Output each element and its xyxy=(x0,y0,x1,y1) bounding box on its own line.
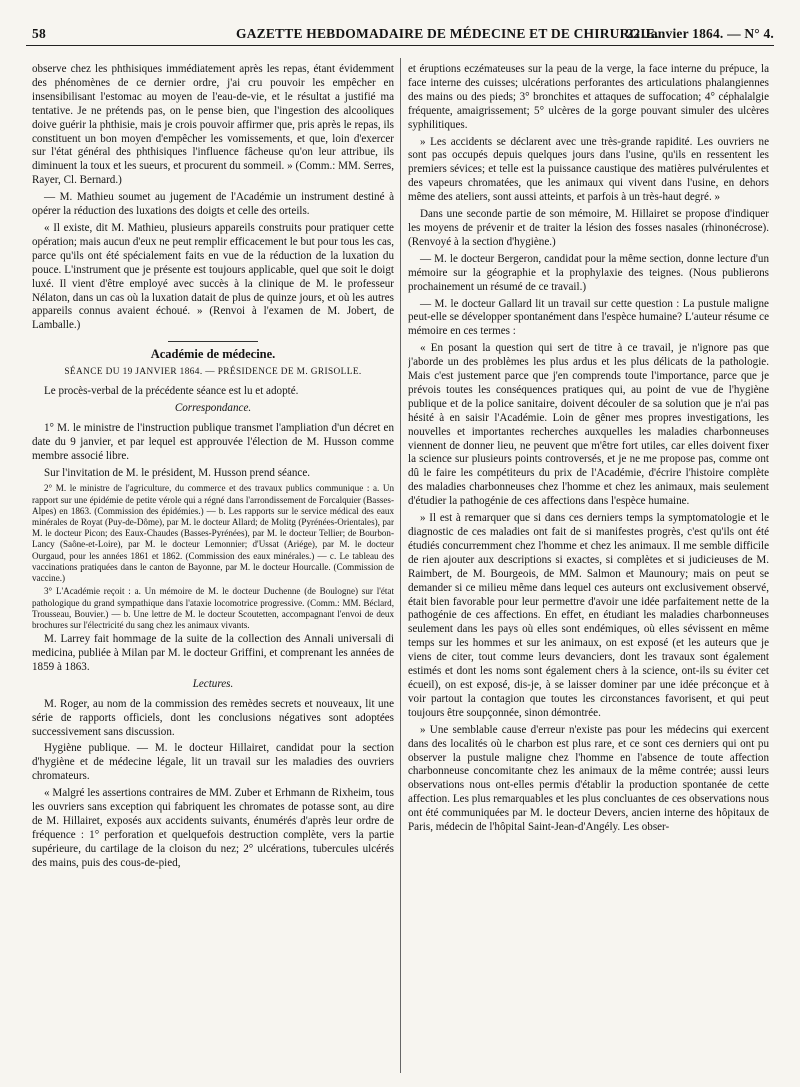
small-paragraph: 3° L'Académie reçoit : a. Un mémoire de M. le docteur Duchenne (de Boulogne) sur l'état pathologique du grand sympathique dans l'ataxie locomotrice progressive. (Comm.: MM. Béclard, Trousseau, Bouvier.) — b. Une lettre de M. le docteur Scoutetten, accompagnant l'envoi de deux brochures sur l'électricité du sang chez les animaux vivants. xyxy=(32,586,394,630)
paragraph: » Une semblable cause d'erreur n'existe pas pour les médecins qui exercent dans des localités où le charbon est plus rare, et ce sont ces derniers qui ont pu observer la pustule maligne chez l'homme en l'absence de toute affection charbonneuse concomitante chez les animaux de la même contrée; aussi leurs observations nous ont-elles permis d'établir la production spontanée de cette affection. Les plus remarquables et les plus concluantes de ces observations nous ont été communiquées par M. le docteur Devers, ancien interne des hôpitaux de Paris, médecin de l'hôpital Saint-Jean-d'Angély. Les obser- xyxy=(408,723,769,834)
paragraph: — M. le docteur Bergeron, candidat pour la même section, donne lecture d'un mémoire sur la géographie et la prophylaxie des teignes. (Nous publierons prochainement un résumé de ce travail.) xyxy=(408,252,769,293)
paragraph: — M. Mathieu soumet au jugement de l'Académie un instrument destiné à opérer la réduction des luxations des doigts et celle des orteils. xyxy=(32,191,394,218)
paragraph: Hygiène publique. — M. le docteur Hillairet, candidat pour la section d'hygiène et de médecine légale, lit un travail sur les maladies des ouvriers chromateurs. xyxy=(32,742,394,783)
paragraph: M. Larrey fait hommage de la suite de la collection des Annali universali di medicina, publiée à Milan par M. le docteur Griffini, et comprenant les années de 1859 à 1863. xyxy=(32,633,394,673)
paragraph: et éruptions eczémateuses sur la peau de la verge, la face interne du prépuce, la face interne des cuisses; ulcérations perforantes des articulations phalangiennes des mains ou des pieds; 3° bronchites et attaques de suffocation; 4° céphalalgie fréquente, amaigrissement; 5° ulcères de la gorge pouvant simuler des ulcères syphilitiques. xyxy=(408,63,769,131)
paragraph: 1° M. le ministre de l'instruction publique transmet l'ampliation d'un décret en date du 9 janvier, et par lequel est approuvée l'élection de M. Husson comme membre associé libre. xyxy=(32,421,394,462)
right-column xyxy=(408,63,769,1073)
subheading-correspondance: Correspondance. xyxy=(174,401,252,414)
page-header xyxy=(26,24,774,46)
session-line: SÉANCE DU 19 JANVIER 1864. — PRÉSIDENCE DE M. GRISOLLE. xyxy=(64,367,362,378)
paragraph: « Malgré les assertions contraires de MM. Zuber et Erhmann de Rixheim, tous les ouvriers sans exception qui fabriquent les chromates de potasse sont, au dire de M. Hillairet, exposés aux accidents suivants, énumérés d'après leur ordre de fréquence : 1° perforation et quelquefois destruction complète, vers la partie supérieure, du cartilage de la cloison du nez; 2° ulcérations, tubercules ulcérés des mains, puis des cous-de-pied, xyxy=(32,787,394,869)
paragraph: — M. le docteur Gallard lit un travail sur cette question : La pustule maligne peut-elle se développer spontanément dans l'espèce humaine? L'auteur résume ce mémoire en ces termes : xyxy=(408,297,769,338)
subheading-lectures: Lectures. xyxy=(192,677,234,690)
paragraph: « Il existe, dit M. Mathieu, plusieurs appareils construits pour pratiquer cette opération; mais aucun d'eux ne peut remplir efficacement le but pour tous les cas, parce qu'ils ont été spécialement faits en vue de la réduction de la luxation du pouce. L'instrument que je présente est toujours applicable, quel que soit le doigt luxé. Il vient d'être employé avec succès à la clinique de M. le professeur Nélaton, dans un cas où la luxation datait de plus de quinze jours, et où les autres appareils connus avaient échoué. » (Renvoi à l'examen de M. Jobert, de Lamballe.) xyxy=(32,221,394,332)
issue-date: 22 Janvier 1864. — N° 4. xyxy=(626,26,774,41)
left-column xyxy=(32,63,394,1073)
header-rule xyxy=(26,45,774,46)
paragraph: Le procès-verbal de la précédente séance est lu et adopté. xyxy=(44,385,299,398)
section-title: Académie de médecine. xyxy=(150,347,276,362)
page-number: 58 xyxy=(32,26,46,41)
journal-title: GAZETTE HEBDOMADAIRE DE MÉDECINE ET DE CHIRURGIE. xyxy=(236,26,659,41)
column-divider xyxy=(400,58,401,1073)
paragraph: » Il est à remarquer que si dans ces derniers temps la symptomatologie et le diagnostic de ces maladies ont fait de si manifestes progrès, c'est qu'ils ont été étudiés concurremment chez l'homme et chez les animaux. Il me semble difficile de rien ajouter aux descriptions si exactes, si complètes et si judicieuses de M. Raimbert, de M. Bourgeois, de MM. Salmon et Maunoury; mais on peut se demander si ce milieu même dans lequel ces auteurs ont exclusivement observé, était bien favorable pour leur permettre d'avoir une idée parfaitement nette de la pathogénie de ces affections. En effet, en étudiant les maladies charbonneuses seulement dans les pays où elles sont endémiques, où elles sévissent en même temps sur les hommes et sur les animaux, on est exposé (et les auteurs que je viens de citer, tout comme leurs devanciers, dont les travaux sont également estimés et dont les noms sont également chers à la science, ont-ils su éviter cet écueil), on est exposé, dis-je, à se laisser dominer par une idée préconçue et à voir partout la contagion que toutes les circonstances favorisent, et qui peut toujours être soupçonnée, sinon démontrée. xyxy=(408,512,769,719)
section-rule xyxy=(168,341,258,342)
paragraph: « En posant la question qui sert de titre à ce travail, je n'ignore pas que j'aborde un des problèmes les plus ardus et les plus délicats de la pathologie. Mais c'est justement parce que j'en comprends toute l'importance, parce que je prévois toutes les conséquences pratiques qui, au point de vue de l'hygiène publique et de la police sanitaire, doivent découler de sa solution que je n'ai pas hésité à en saisir l'Académie. Loin de gêner mes propres investigations, les nouvelles et importantes recherches auxquelles les maladies charbonneuses viennent de donner lieu, ne peuvent que m'être fort utiles, car elles doivent fixer la science sur plusieurs points controversés, et je ne me propose pas, comme ont dû le faire les compétiteurs du prix de l'Académie, d'écrire l'histoire complète des maladies charbonneuses chez l'homme et chez les animaux, mais seulement d'étudier la pathogénie de ces affections dans l'espèce humaine. xyxy=(408,342,769,508)
paragraph: observe chez les phthisiques immédiatement après les repas, étant évidemment des phénomènes de ce dernier ordre, j'ai cru pouvoir les empêcher en insensibilisant l'estomac au moyen de l'eau-de-vie, et le résultat a justifié ma tentative. Je ne prétends pas, on le pense bien, que l'ingestion des alcooliques doive guérir la phthisie, mais je crois pouvoir affirmer que, pris après le repas, ils constituent un bon moyen d'empêcher les vomissements, et que, loin d'exercer sur l'état général des phthisiques l'influence fâcheuse qu'on leur attribue, ils diminuent la toux et les sueurs, et procurent du sommeil. » (Comm.: MM. Serres, Rayer, Cl. Bernard.) xyxy=(32,63,394,187)
paragraph: M. Roger, au nom de la commission des remèdes secrets et nouveaux, lit une série de rapports officiels, dont les conclusions négatives sont adoptées successivement sans discussion. xyxy=(32,697,394,738)
paragraph: » Les accidents se déclarent avec une très-grande rapidité. Les ouvriers ne sont pas occupés depuis quelques jours dans l'usine, qu'ils en ressentent les premiers sévices; et telle est la puissance caustique des matières pulvérulentes et des vapeurs chromatées, que les animaux qui vivent dans l'usine, en dehors même des ateliers, sont aussi atteints, et parfois à un très-haut degré. » xyxy=(408,135,769,204)
paragraph: Sur l'invitation de M. le président, M. Husson prend séance. xyxy=(44,466,311,479)
small-paragraph: 2° M. le ministre de l'agriculture, du commerce et des travaux publics communique : a. Un rapport sur une épidémie de petite vérole qui a régné dans l'arrondissement de Forcalquier (Basses-Alpes) en 1863. (Commission des épidémies.) — b. Les rapports sur le service médical des eaux minérales de Royat (Puy-de-Dôme), par M. le docteur Allard; de Molitg (Pyrénées-Orientales), par M. le docteur Picon; des Eaux-Chaudes (Basses-Pyrénées), par M. le docteur Tellier; de Bourbon-Lancy (Saône-et-Loire), par M. le docteur Lemonnier; d'Ussat (Ariége), par M. le docteur Ourgaud, pour les années 1861 et 1862. (Commission des eaux minérales.) — c. Le tableau des vaccinations pratiquées dans le canton de Bayonne, par M. le docteur Hourcalle. (Commission de vaccine.) xyxy=(32,483,394,584)
paragraph: Dans une seconde partie de son mémoire, M. Hillairet se propose d'indiquer les moyens de prévenir et de traiter la lésion des fosses nasales (rhinonécrose). (Renvoyé à la section d'hygiène.) xyxy=(408,208,769,248)
